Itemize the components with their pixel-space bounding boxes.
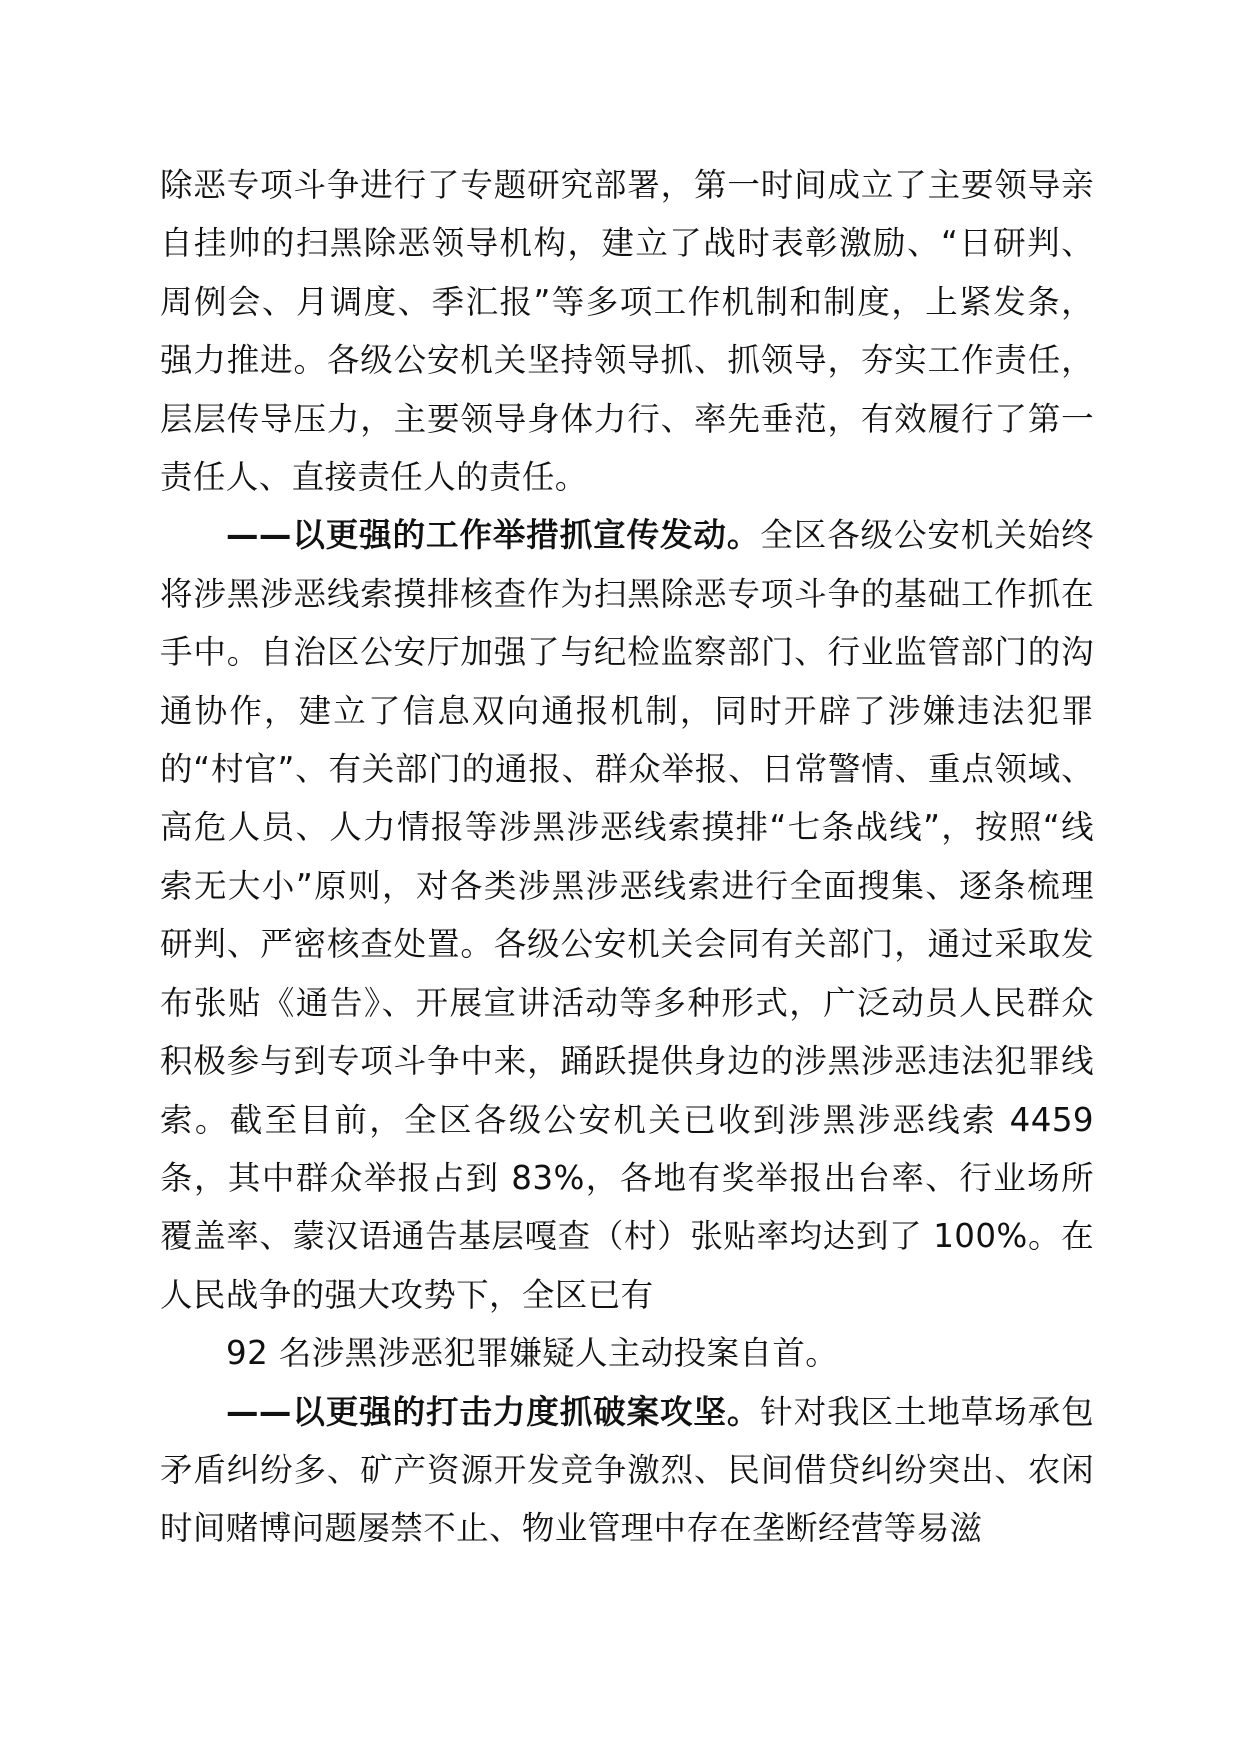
paragraph-1-body: 除恶专项斗争进行了专题研究部署，第一时间成立了主要领导亲自挂帅的扫黑除恶领导机构，建立了战时表彰激励、“日研判、周例会、月调度、季汇报”等多项工作机制和制度，上紧发条，强力推进。各级公安机关坚持领导抓、抓领导，夯实工作责任，层层传导压力，主要领导身体力行、率先垂范，有效履行了第一责任人、直接责任人的责任。 xyxy=(160,166,1094,497)
paragraph-3-body: 92 名涉黑涉恶犯罪嫌疑人主动投案自首。 xyxy=(226,1334,839,1373)
paragraph-2-body: 全区各级公安机关始终将涉黑涉恶线索摸排核查作为扫黑除恶专项斗争的基础工作抓在手中。自治区公安厅加强了与纪检监察部门、行业监管部门的沟通协作，建立了信息双向通报机制，同时开辟了涉嫌违法犯罪的“村官”、有关部门的通报、群众举报、日常警情、重点领域、高危人员、人力情报等涉黑涉恶线索摸排“七条战线”，按照“线索无大小”原则，对各类涉黑涉恶线索进行全面搜集、逐条梳理研判、严密核查处置。各级公安机关会同有关部门，通过采取发布张贴《通告》、开展宣讲活动等多种形式，广泛动员人民群众积极参与到专项斗争中来，踊跃提供身边的涉黑涉恶违法犯罪线索。截至目前，全区各级公安机关已收到涉黑涉恶线索 4459 条，其中群众举报占到 83%，各地有奖举报出台率、行业场所覆盖率、蒙汉语通告基层嘎查（村）张贴率均达到了 100%。在人民战争的强大攻势下，全区已有 xyxy=(160,516,1094,1314)
paragraph-4 xyxy=(160,1383,1094,1558)
paragraph-2-heading: ——以更强的工作举措抓宣传发动。 xyxy=(226,516,761,555)
paragraph-2 xyxy=(160,506,1094,1324)
paragraph-4-body: 针对我区土地草场承包矛盾纠纷多、矿产资源开发竞争激烈、民间借贷纠纷突出、农闲时间赌博问题屡禁不止、物业管理中存在垄断经营等易滋 xyxy=(160,1392,1094,1548)
document-page xyxy=(160,156,1094,1558)
paragraph-4-heading: ——以更强的打击力度抓破案攻坚。 xyxy=(226,1392,761,1431)
paragraph-1 xyxy=(160,156,1094,506)
paragraph-3 xyxy=(160,1324,1094,1382)
